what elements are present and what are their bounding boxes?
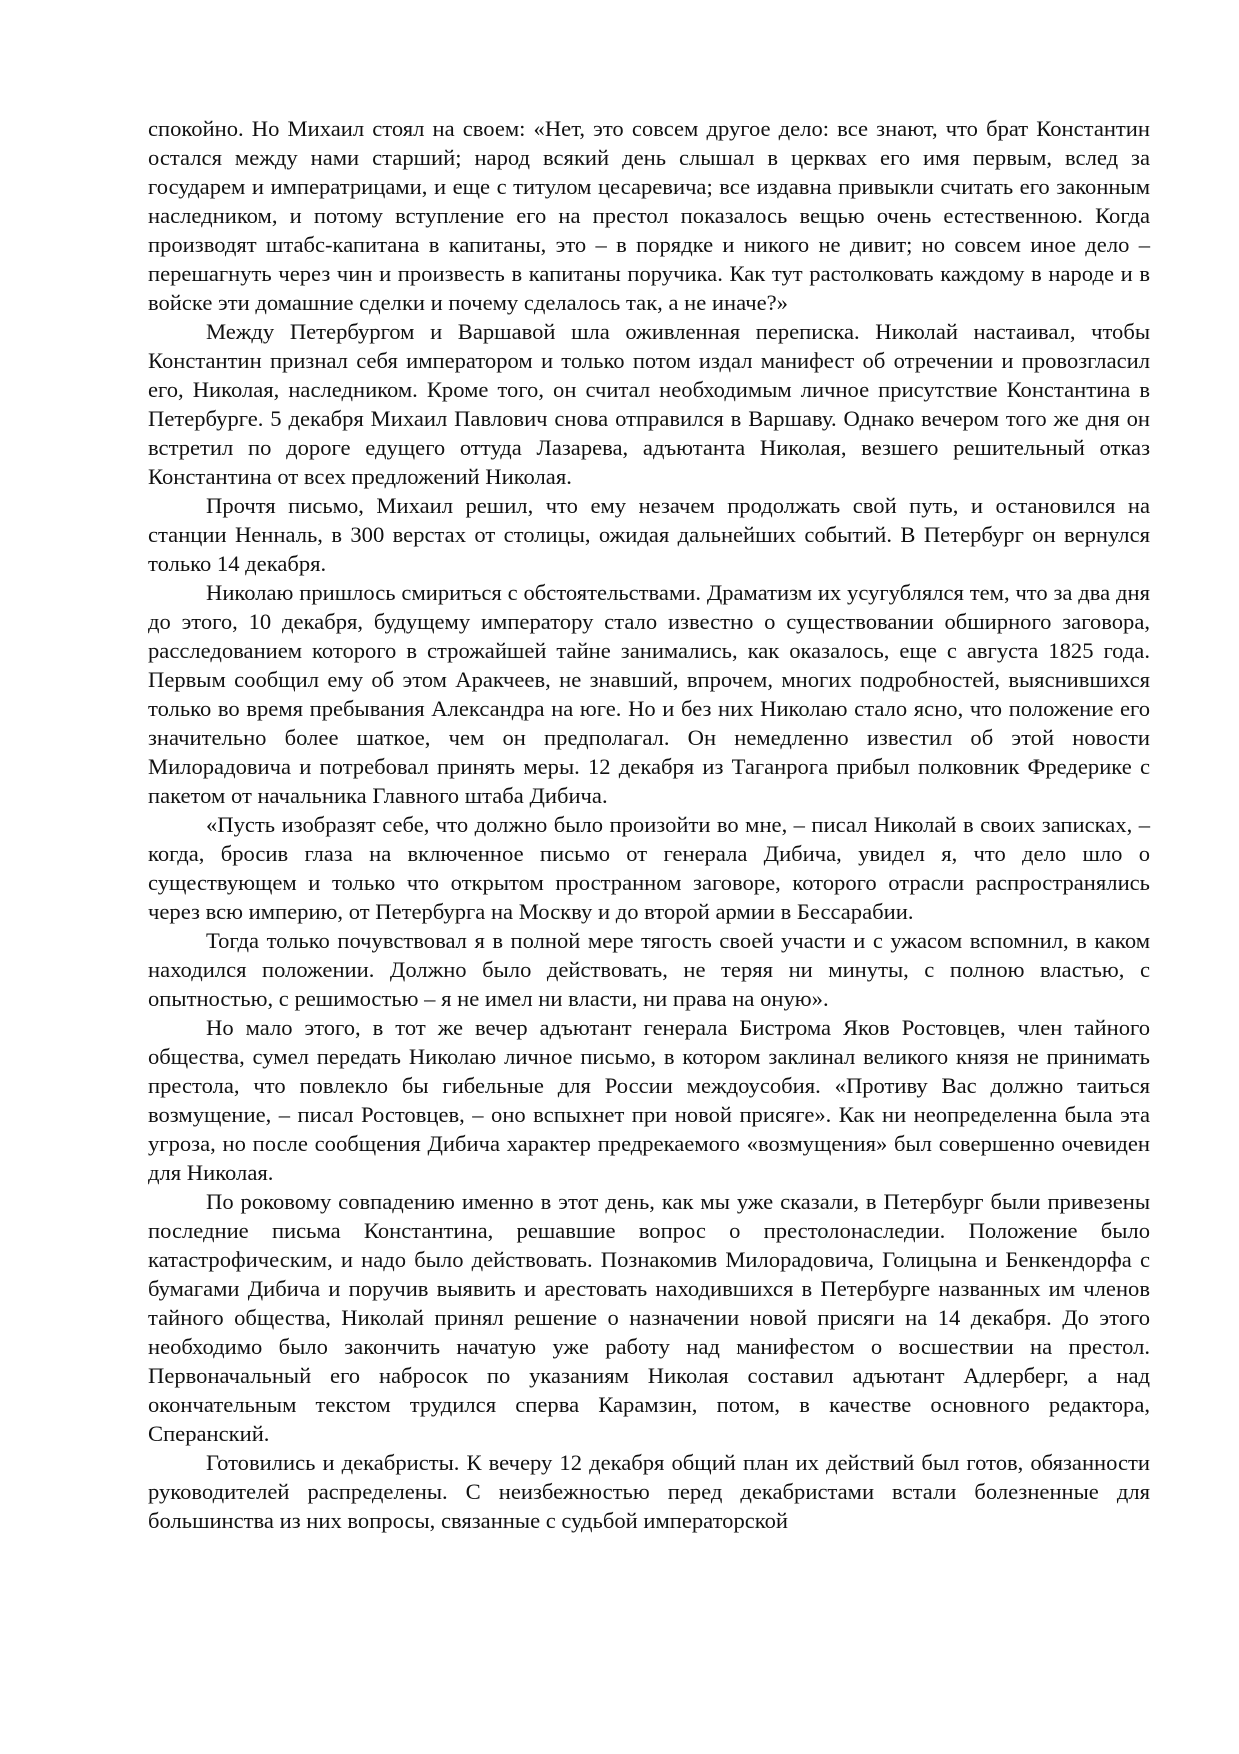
paragraph: Но мало этого, в тот же вечер адъютант генерала Бистрома Яков Ростовцев, член тайного общества, сумел передать Николаю личное письмо, в котором заклинал великого князя не принимать престола, что повлекло бы гибельные для России междоусобия. «Противу Вас должно таиться возмущение, – писал Ростовцев, – оно вспыхнет при новой присяге». Как ни неопределенна была эта угроза, но после сообщения Дибича характер предрекаемого «возмущения» был совершенно очевиден для Николая. bbox=[148, 1015, 1150, 1185]
paragraph: «Пусть изобразят себе, что должно было произойти во мне, – писал Николай в своих записках, – когда, бросив глаза на включенное письмо от генерала Дибича, увидел я, что дело шло о существующем и только что открытом пространном заговоре, которого отрасли распространялись через всю империю, от Петербурга на Москву и до второй армии в Бессарабии. bbox=[148, 812, 1150, 924]
paragraph: Между Петербургом и Варшавой шла оживленная переписка. Николай настаивал, чтобы Константин признал себя императором и только потом издал манифест об отречении и провозгласил его, Николая, наследником. Кроме того, он считал необходимым личное присутствие Константина в Петербурге. 5 декабря Михаил Павлович снова отправился в Варшаву. Однако вечером того же дня он встретил по дороге едущего оттуда Лазарева, адъютанта Николая, везшего решительный отказ Константина от всех предложений Николая. bbox=[148, 319, 1150, 489]
document-page bbox=[148, 114, 1150, 1535]
paragraph: Тогда только почувствовал я в полной мере тягость своей участи и с ужасом вспомнил, в каком находился положении. Должно было действовать, не теряя ни минуты, с полною властью, с опытностью, с решимостью – я не имел ни власти, ни права на оную». bbox=[148, 928, 1150, 1011]
paragraph: По роковому совпадению именно в этот день, как мы уже сказали, в Петербург были привезены последние письма Константина, решавшие вопрос о престолонаследии. Положение было катастрофическим, и надо было действовать. Познакомив Милорадовича, Голицына и Бенкендорфа с бумагами Дибича и поручив выявить и арестовать находившихся в Петербурге названных им членов тайного общества, Николай принял решение о назначении новой присяги на 14 декабря. До этого необходимо было закончить начатую уже работу над манифестом о восшествии на престол. Первоначальный его набросок по указаниям Николая составил адъютант Адлерберг, а над окончательным текстом трудился сперва Карамзин, потом, в качестве основного редактора, Сперанский. bbox=[148, 1189, 1150, 1446]
paragraph: Прочтя письмо, Михаил решил, что ему незачем продолжать свой путь, и остановился на станции Ненналь, в 300 верстах от столицы, ожидая дальнейших событий. В Петербург он вернулся только 14 декабря. bbox=[148, 493, 1150, 576]
paragraph-continued: спокойно. Но Михаил стоял на своем: «Нет, это совсем другое дело: все знают, что брат Константин остался между нами старший; народ всякий день слышал в церквах его имя первым, вслед за государем и императрицами, и еще с титулом цесаревича; все издавна привыкли считать его законным наследником, и потому вступление его на престол показалось вещью очень естественною. Когда производят штабс-капитана в капитаны, это – в порядке и никого не дивит; но совсем иное дело – перешагнуть через чин и произвесть в капитаны поручика. Как тут растолковать каждому в народе и в войске эти домашние сделки и почему сделалось так, а не иначе?» bbox=[148, 116, 1150, 315]
paragraph: Николаю пришлось смириться с обстоятельствами. Драматизм их усугублялся тем, что за два дня до этого, 10 декабря, будущему императору стало известно о существовании обширного заговора, расследованием которого в строжайшей тайне занимались, как оказалось, еще с августа 1825 года. Первым сообщил ему об этом Аракчеев, не знавший, впрочем, многих подробностей, выяснившихся только во время пребывания Александра на юге. Но и без них Николаю стало ясно, что положение его значительно более шаткое, чем он предполагал. Он немедленно известил об этой новости Милорадовича и потребовал принять меры. 12 декабря из Таганрога прибыл полковник Фредерике с пакетом от начальника Главного штаба Дибича. bbox=[148, 580, 1150, 808]
paragraph: Готовились и декабристы. К вечеру 12 декабря общий план их действий был готов, обязанности руководителей распределены. С неизбежностью перед декабристами встали болезненные для большинства из них вопросы, связанные с судьбой императорской bbox=[148, 1450, 1150, 1533]
